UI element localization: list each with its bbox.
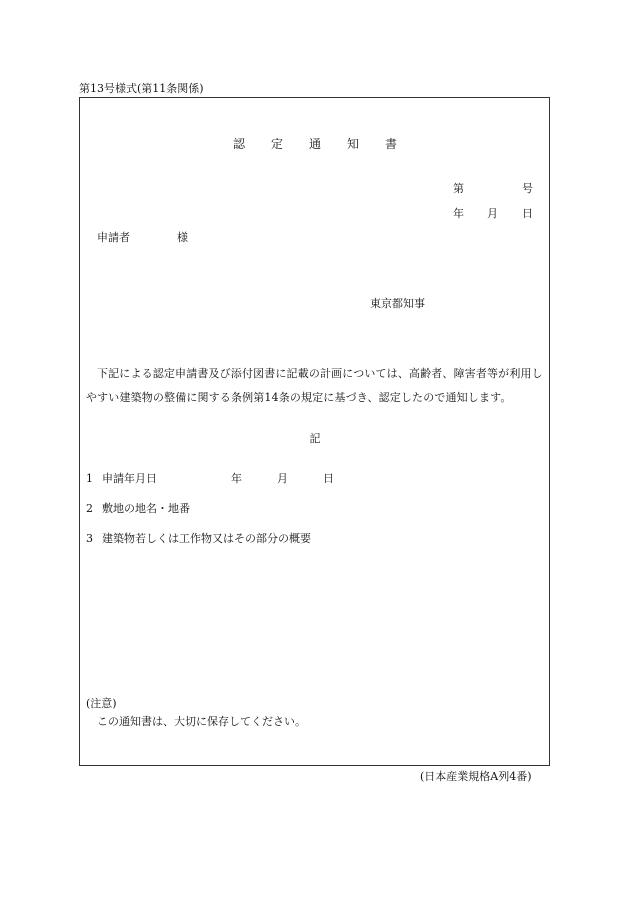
ki-heading: 記 (309, 432, 321, 445)
date-day-label: 日 (522, 207, 533, 220)
item-application-date (86, 473, 157, 484)
applicant-honorific: 様 (177, 231, 188, 244)
item-number: 2 (86, 502, 93, 515)
item-number: 3 (86, 532, 93, 545)
form-number: 第13号様式(第11条関係) (79, 82, 204, 95)
item-label: 申請年月日 (102, 472, 157, 485)
paper-size-note: (日本産業規格A列4番) (420, 770, 532, 783)
title-char: 書 (385, 137, 398, 151)
item-date-day-label: 日 (323, 472, 334, 485)
date-month-label: 月 (487, 207, 498, 220)
item-site-location (86, 503, 190, 514)
item-label: 建築物若しくは工作物又はその部分の概要 (102, 532, 311, 545)
item-number: 1 (86, 472, 93, 485)
title-char: 定 (270, 137, 283, 151)
item-label: 敷地の地名・地番 (102, 502, 190, 515)
title-char: 通 (308, 137, 321, 151)
title-char: 知 (347, 137, 360, 151)
item-date-year-label: 年 (231, 472, 242, 485)
number-suffix: 号 (522, 182, 533, 195)
title-char: 認 (232, 137, 245, 151)
document-title (0, 138, 630, 150)
number-label: 第 (453, 182, 464, 195)
body-text: 下記による認定申請書及び添付図書に記載の計画については、高齢者、障害者等が利用しやすい建築物の整備に関する条例第14条の規定に基づき、認定したので通知します。 (86, 367, 543, 404)
item-building-overview (86, 533, 311, 544)
applicant-label: 申請者 (97, 231, 130, 244)
note-heading: (注意) (86, 697, 117, 710)
item-date-month-label: 月 (277, 472, 288, 485)
date-year-label: 年 (453, 207, 464, 220)
note-text: この通知書は、大切に保存してください。 (97, 715, 306, 728)
issuer-name: 東京都知事 (370, 297, 425, 310)
